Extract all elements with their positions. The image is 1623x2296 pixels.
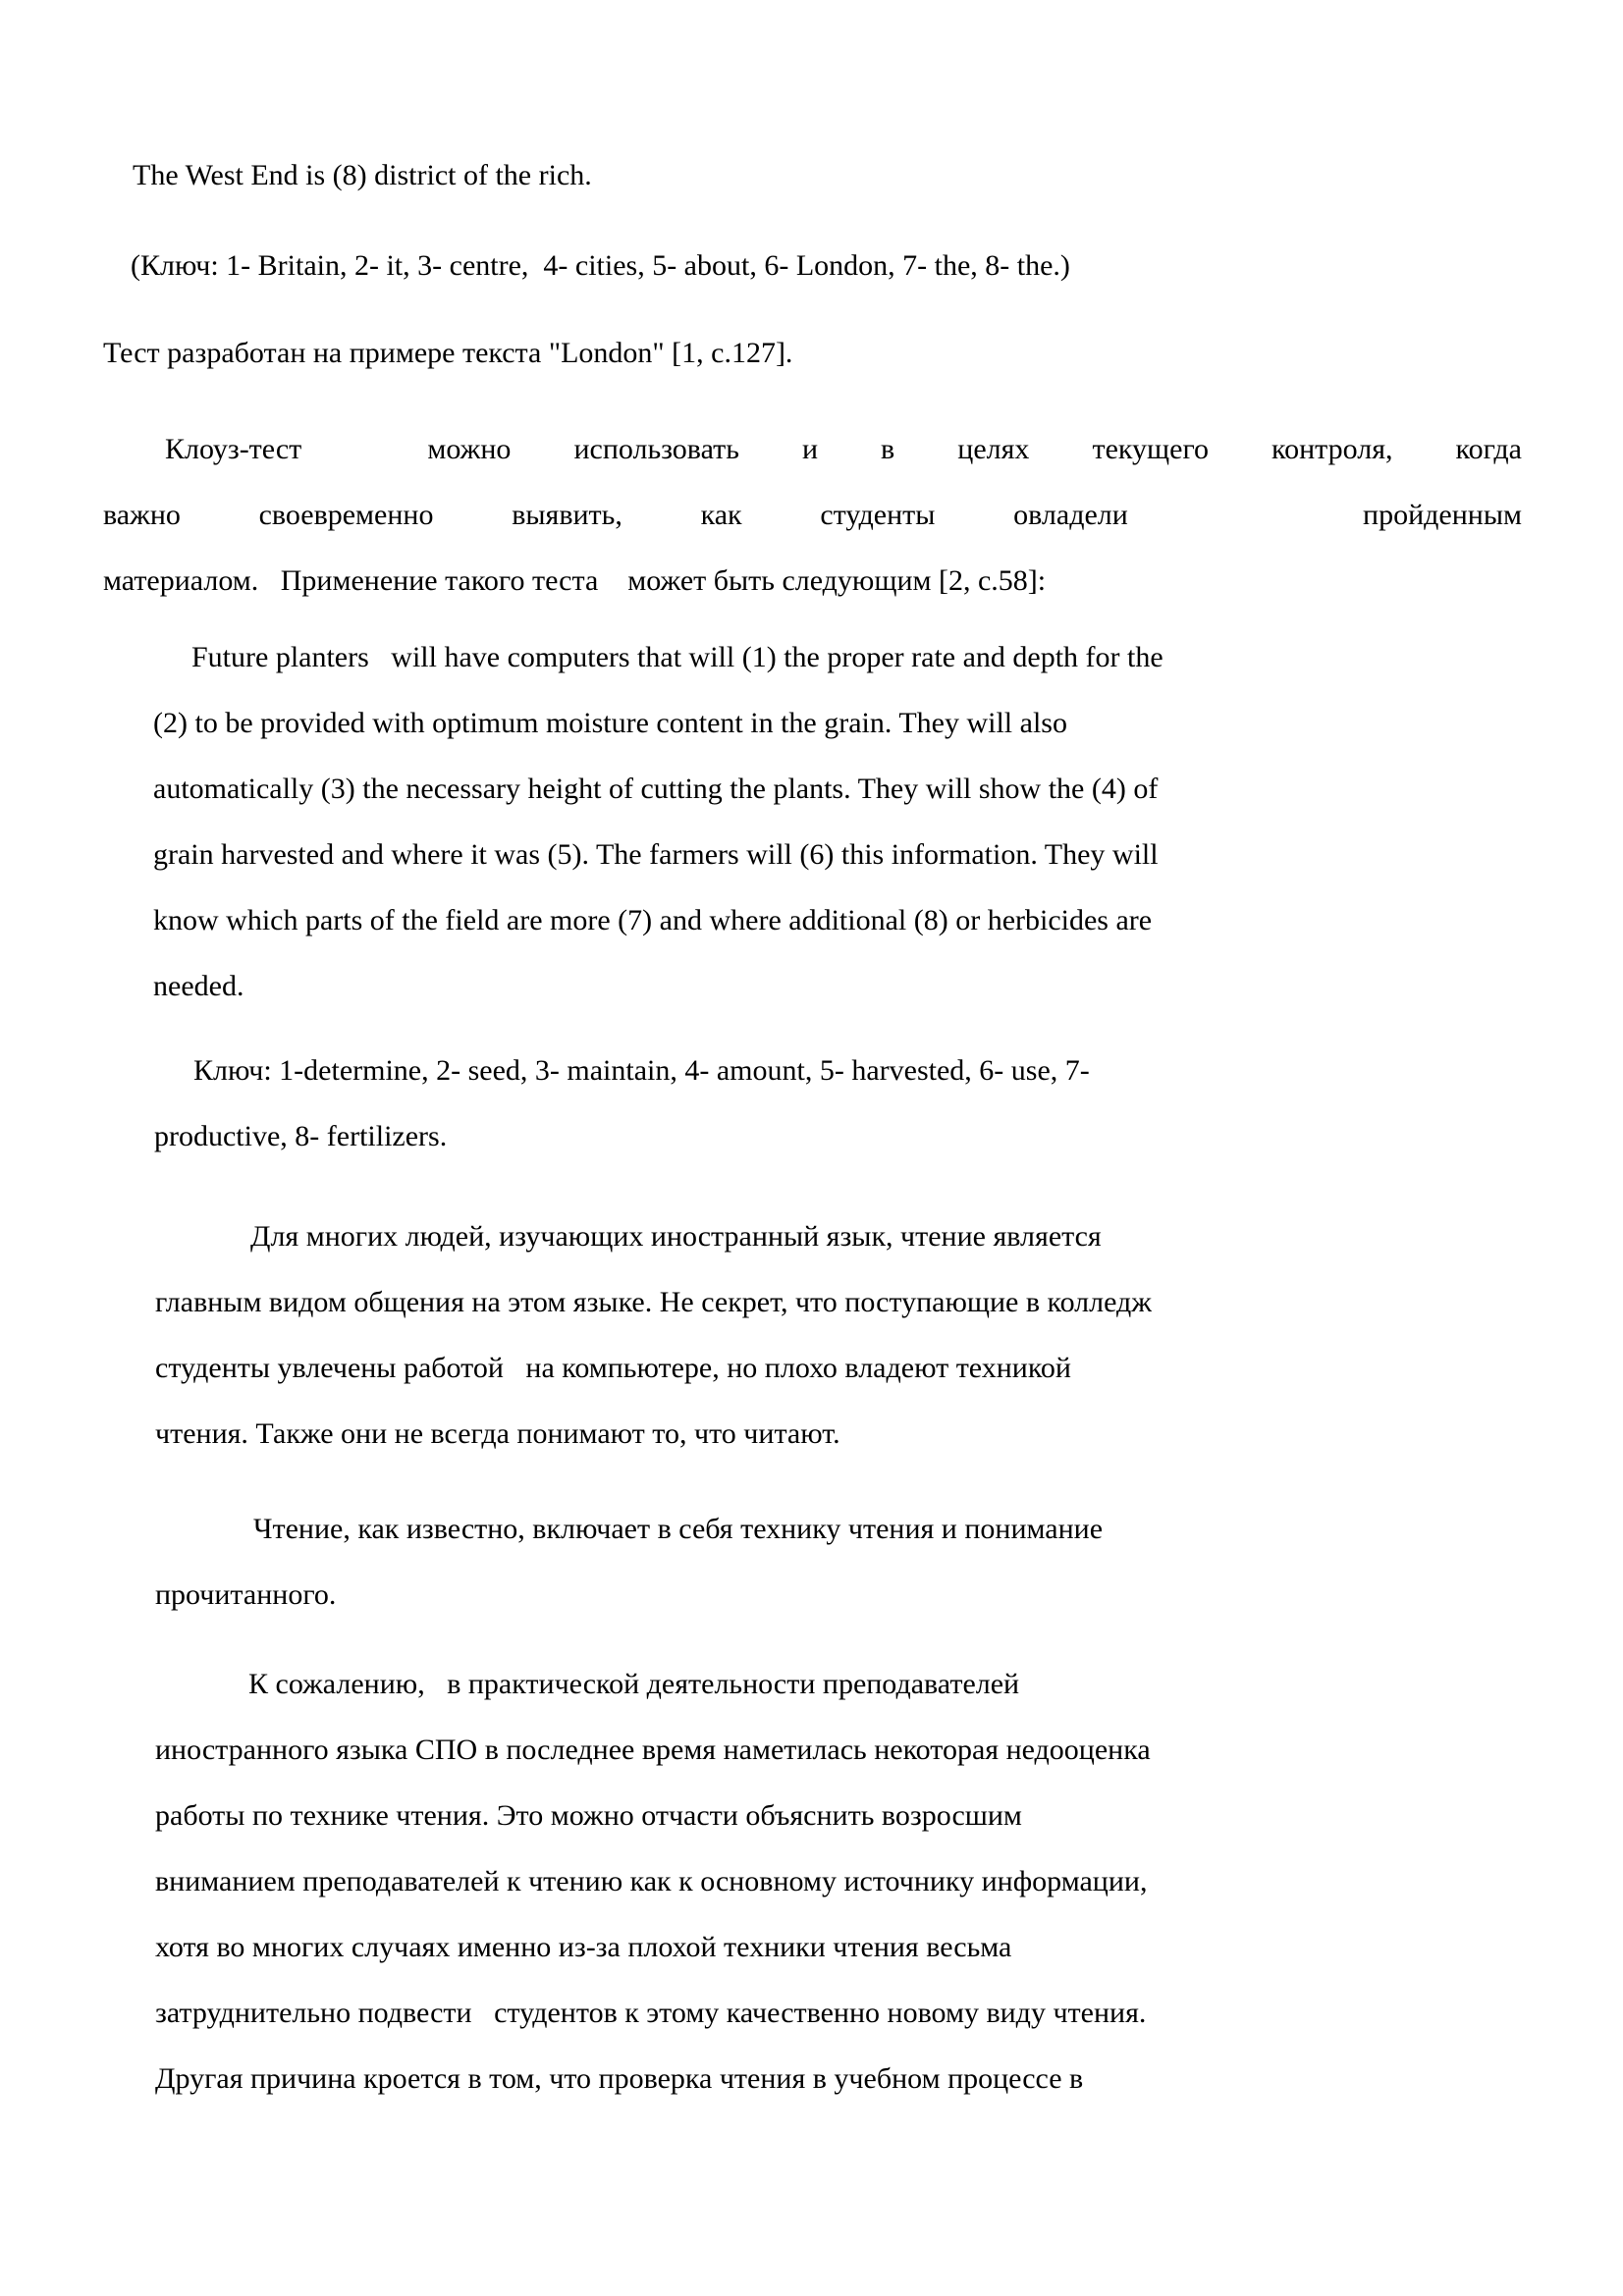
text-line: хотя во многих случаях именно из-за плохой техники чтения весьма <box>155 1931 1012 1963</box>
paragraph-cloze-usage <box>103 416 1522 614</box>
paragraph-key-london <box>103 233 1623 298</box>
text-line: Future planters will have computers that will (1) the proper rate and depth for the <box>191 641 1163 673</box>
text-line: работы по технике чтения. Это можно отчасти объяснить возросшим <box>155 1799 1022 1832</box>
paragraph-reading-underestimation <box>155 1651 1584 2111</box>
text-line: Клоуз-тест можно использовать и в целях текущего контроля, когда <box>165 433 1522 465</box>
text-line: know which parts of the field are more (7) and where additional (8) or herbicides are <box>153 904 1153 936</box>
paragraph-test-source <box>103 320 1623 386</box>
text-line: (Ключ: 1- Britain, 2- it, 3- centre, 4- cities, 5- about, 6- London, 7- the, 8- the.) <box>131 249 1070 282</box>
paragraph-reading-importance <box>155 1203 1584 1467</box>
text-line: материалом. Применение такого теста может быть следующим [2, с.58]: <box>103 564 1047 597</box>
paragraph-west-end <box>103 142 1623 208</box>
text-line: Тест разработан на примере текста "London" [1, с.127]. <box>103 337 793 369</box>
text-line: чтения. Также они не всегда понимают то, что читают. <box>155 1417 840 1450</box>
text-line: важно своевременно выявить, как студенты овладели пройденным <box>103 499 1522 531</box>
text-line: productive, 8- fertilizers. <box>154 1120 448 1152</box>
paragraph-reading-components <box>155 1496 1584 1628</box>
text-line: студенты увлечены работой на компьютере, но плохо владеют техникой <box>155 1352 1071 1384</box>
text-line: (2) to be provided with optimum moisture content in the grain. They will also <box>153 707 1067 739</box>
paragraph-future-planters <box>153 624 1584 1019</box>
text-line: Для многих людей, изучающих иностранный язык, чтение является <box>250 1220 1102 1253</box>
text-line: Другая причина кроется в том, что проверка чтения в учебном процессе в <box>155 2062 1084 2095</box>
text-line: The West End is (8) district of the rich. <box>133 159 592 191</box>
text-line: Чтение, как известно, включает в себя технику чтения и понимание <box>253 1513 1104 1545</box>
paragraph-key-planters <box>154 1038 1584 1169</box>
text-line: главным видом общения на этом языке. Не секрет, что поступающие в колледж <box>155 1286 1153 1318</box>
text-line: automatically (3) the necessary height of cutting the plants. They will show the (4) of <box>153 773 1159 805</box>
text-line: needed. <box>153 970 244 1002</box>
text-line: иностранного языка СПО в последнее время наметилась некоторая недооценка <box>155 1734 1151 1766</box>
text-line: затруднительно подвести студентов к этому качественно новому виду чтения. <box>155 1997 1147 2029</box>
text-line: прочитанного. <box>155 1578 337 1611</box>
text-line: grain harvested and where it was (5). The farmers will (6) this information. They will <box>153 838 1159 871</box>
text-line: вниманием преподавателей к чтению как к основному источнику информации, <box>155 1865 1148 1897</box>
text-line: К сожалению, в практической деятельности преподавателей <box>248 1668 1020 1700</box>
text-line: Ключ: 1-determine, 2- seed, 3- maintain, 4- amount, 5- harvested, 6- use, 7- <box>193 1054 1090 1087</box>
